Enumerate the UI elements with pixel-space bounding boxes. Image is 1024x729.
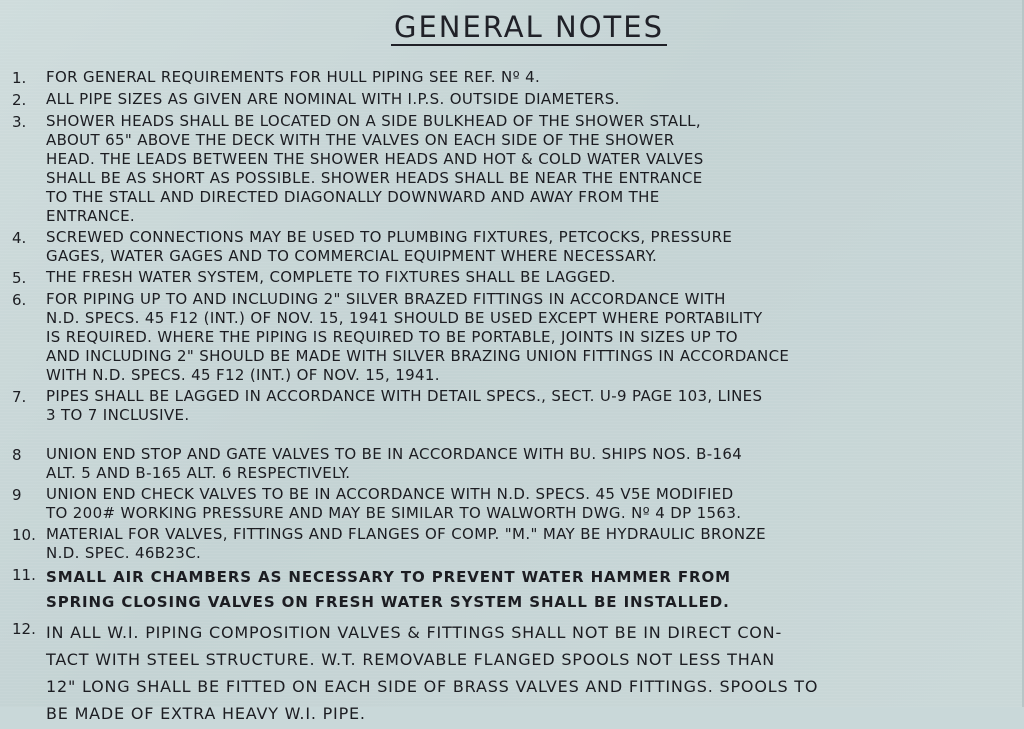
note-number: 2. — [12, 91, 27, 109]
page-title: GENERAL NOTES — [391, 10, 667, 46]
note-text: ALL PIPE SIZES AS GIVEN ARE NOMINAL WITH I.P.S. OUTSIDE DIAMETERS. — [46, 90, 620, 108]
note-number: 9 — [12, 486, 22, 504]
note-number: 11. — [12, 566, 36, 584]
note-text: SHOWER HEADS SHALL BE LOCATED ON A SIDE BULKHEAD OF THE SHOWER STALL, ABOUT 65" ABOVE THE DECK WITH THE VALVES ON EACH SIDE OF THE SHOWER HEAD. THE LEADS BETWEEN THE SHOWER HEADS AND HOT & COLD WATER VALVES SHALL BE AS SHORT AS POSSIBLE. SHOWER HEADS SHALL BE NEAR THE ENTRANCE TO THE STALL AND DIRECTED DIAGONALLY DOWNWARD AND AWAY FROM THE ENTRANCE. — [46, 112, 704, 225]
note-3 — [12, 112, 1012, 226]
note-4 — [12, 228, 1012, 266]
note-12 — [12, 619, 1012, 727]
note-number: 8 — [12, 446, 22, 464]
note-2 — [12, 90, 1012, 110]
note-text: UNION END STOP AND GATE VALVES TO BE IN ACCORDANCE WITH BU. SHIPS NOS. B-164 ALT. 5 AND B-165 ALT. 6 RESPECTIVELY. — [46, 445, 743, 482]
note-number: 6. — [12, 291, 27, 309]
note-text: MATERIAL FOR VALVES, FITTINGS AND FLANGES OF COMP. "M." MAY BE HYDRAULIC BRONZE N.D. SPEC. 46B23C. — [46, 525, 766, 562]
note-6 — [12, 290, 1012, 385]
note-1 — [12, 68, 1012, 88]
note-text: FOR GENERAL REQUIREMENTS FOR HULL PIPING SEE REF. Nº 4. — [46, 68, 541, 86]
note-text: PIPES SHALL BE LAGGED IN ACCORDANCE WITH DETAIL SPECS., SECT. U-9 PAGE 103, LINES 3 TO 7 INCLUSIVE. — [46, 387, 763, 424]
note-text: SMALL AIR CHAMBERS AS NECESSARY TO PREVENT WATER HAMMER FROM SPRING CLOSING VALVES ON FRESH WATER SYSTEM SHALL BE INSTALLED. — [46, 568, 731, 611]
note-8 — [12, 445, 1012, 483]
note-text: IN ALL W.I. PIPING COMPOSITION VALVES & FITTINGS SHALL NOT BE IN DIRECT CON- TACT WITH STEEL STRUCTURE. W.T. REMOVABLE FLANGED SPOOLS NOT LESS THAN 12" LONG SHALL BE FITTED ON EACH SIDE OF BRASS VALVES AND FITTINGS. SPOOLS TO BE MADE OF EXTRA HEAVY W.I. PIPE. — [46, 623, 819, 723]
note-number: 5. — [12, 269, 27, 287]
note-text: SCREWED CONNECTIONS MAY BE USED TO PLUMBING FIXTURES, PETCOCKS, PRESSURE GAGES, WATER GAGES AND TO COMMERCIAL EQUIPMENT WHERE NECESSARY. — [46, 228, 733, 265]
note-9 — [12, 485, 1012, 523]
note-11 — [12, 565, 1012, 615]
note-text: FOR PIPING UP TO AND INCLUDING 2" SILVER BRAZED FITTINGS IN ACCORDANCE WITH N.D. SPECS. 45 F12 (INT.) OF NOV. 15, 1941 SHOULD BE USED EXCEPT WHERE PORTABILITY IS REQUIRED. WHERE THE PIPING IS REQUIRED TO BE PORTABLE, JOINTS IN SIZES UP TO AND INCLUDING 2" SHOULD BE MADE WITH SILVER BRAZING UNION FITTINGS IN ACCORDANCE WITH N.D. SPECS. 45 F12 (INT.) OF NOV. 15, 1941. — [46, 290, 790, 384]
note-10 — [12, 525, 1012, 563]
note-number: 1. — [12, 69, 27, 87]
note-number: 3. — [12, 113, 27, 131]
note-number: 10. — [12, 526, 36, 544]
note-number: 7. — [12, 388, 27, 406]
note-number: 12. — [12, 620, 36, 638]
note-5 — [12, 268, 1012, 288]
note-text: THE FRESH WATER SYSTEM, COMPLETE TO FIXTURES SHALL BE LAGGED. — [46, 268, 616, 286]
note-text: UNION END CHECK VALVES TO BE IN ACCORDANCE WITH N.D. SPECS. 45 V5E MODIFIED TO 200# WORKING PRESSURE AND MAY BE SIMILAR TO WALWORTH DWG. Nº 4 DP 1563. — [46, 485, 742, 522]
notes-list — [12, 68, 1012, 729]
note-7 — [12, 387, 1012, 425]
note-number: 4. — [12, 229, 27, 247]
